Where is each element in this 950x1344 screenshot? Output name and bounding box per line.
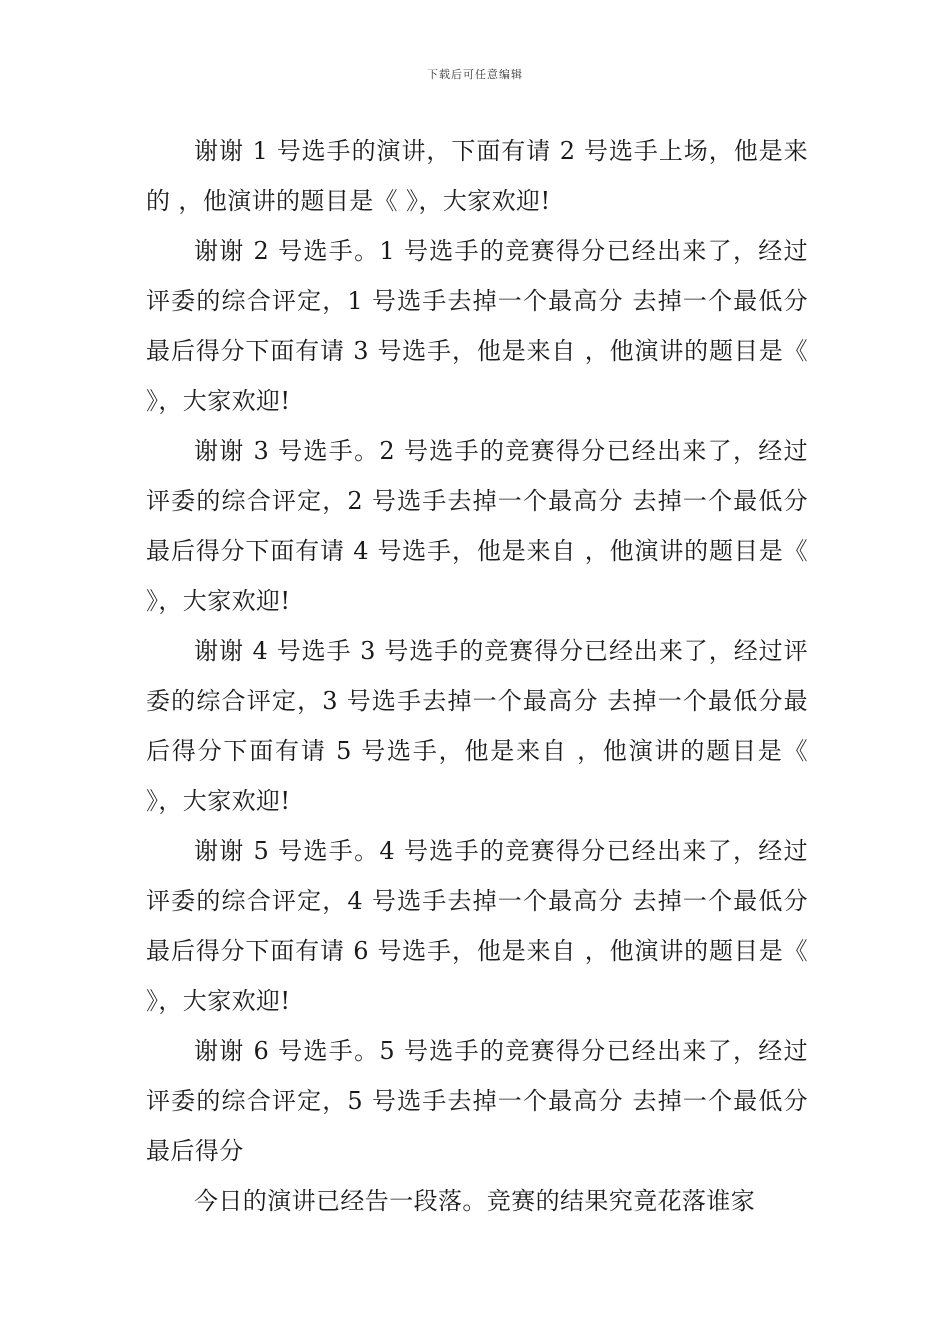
paragraph-7: 今日的演讲已经告一段落。竞赛的结果究竟花落谁家 <box>194 1187 756 1215</box>
paragraph-6: 谢谢 6 号选手。5 号选手的竞赛得分已经出来了，经过评委的综合评定，5 号选手去掉一个最高分 去掉一个最低分 最后得分 <box>146 1037 808 1165</box>
paragraph-4: 谢谢 4 号选手 3 号选手的竞赛得分已经出来了，经过评委的综合评定，3 号选手去掉一个最高分 去掉一个最低分最后得分下面有请 5 号选手，他是来自 ，他演讲的题目是《 》，大家欢迎! <box>146 637 808 815</box>
paragraph-1: 谢谢 1 号选手的演讲，下面有请 2 号选手上场，他是来的 ，他演讲的题目是《 》，大家欢迎! <box>146 137 808 215</box>
document-body <box>146 126 808 1226</box>
paragraph-5: 谢谢 5 号选手。4 号选手的竞赛得分已经出来了，经过评委的综合评定，4 号选手去掉一个最高分 去掉一个最低分 最后得分下面有请 6 号选手，他是来自 ，他演讲的题目是《 》，大家欢迎! <box>146 837 808 1015</box>
paragraph-3: 谢谢 3 号选手。2 号选手的竞赛得分已经出来了，经过评委的综合评定，2 号选手去掉一个最高分 去掉一个最低分 最后得分下面有请 4 号选手，他是来自 ，他演讲的题目是《 》，大家欢迎! <box>146 437 808 615</box>
paragraph-2: 谢谢 2 号选手。1 号选手的竞赛得分已经出来了，经过评委的综合评定，1 号选手去掉一个最高分 去掉一个最低分 最后得分下面有请 3 号选手，他是来自 ，他演讲的题目是《 》，大家欢迎! <box>146 237 808 415</box>
page-header: 下载后可任意编辑 <box>427 68 523 81</box>
